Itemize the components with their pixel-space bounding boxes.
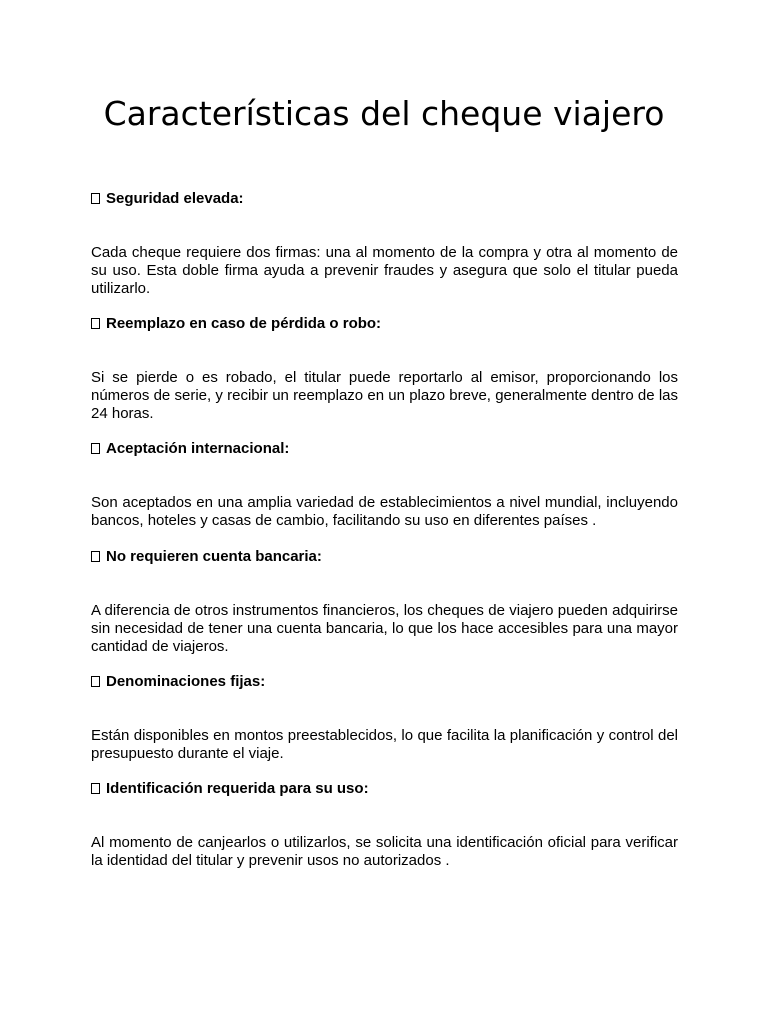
section-heading <box>91 780 678 798</box>
section-heading <box>91 673 678 691</box>
section-denominaciones <box>91 673 678 763</box>
section-cuenta-bancaria <box>91 548 678 656</box>
section-reemplazo <box>91 315 678 423</box>
section-seguridad <box>91 190 678 298</box>
section-aceptacion <box>91 440 678 530</box>
section-identificacion <box>91 780 678 870</box>
section-heading <box>91 190 678 208</box>
section-body: Están disponibles en montos preestablecidos, lo que facilita la planificación y control del presupuesto durante el viaje. <box>91 727 678 762</box>
section-heading-text: Denominaciones fijas: <box>106 673 266 690</box>
section-heading-text: Seguridad elevada: <box>106 190 244 207</box>
box-bullet-icon <box>91 783 100 794</box>
section-heading-text: Aceptación internacional: <box>106 440 290 457</box>
section-heading <box>91 440 678 458</box>
section-body: Son aceptados en una amplia variedad de establecimientos a nivel mundial, incluyendo bancos, hoteles y casas de cambio, facilitando su uso en diferentes países . <box>91 494 678 529</box>
section-body: A diferencia de otros instrumentos financieros, los cheques de viajero pueden adquirirse sin necesidad de tener una cuenta bancaria, lo que los hace accesibles para una mayor cantidad de viajeros. <box>91 602 678 655</box>
section-body: Al momento de canjearlos o utilizarlos, se solicita una identificación oficial para verificar la identidad del titular y prevenir usos no autorizados . <box>91 834 678 869</box>
section-body: Si se pierde o es robado, el titular puede reportarlo al emisor, proporcionando los números de serie, y recibir un reemplazo en un plazo breve, generalmente dentro de las 24 horas. <box>91 369 678 422</box>
section-heading-text: Identificación requerida para su uso: <box>106 780 369 797</box>
box-bullet-icon <box>91 551 100 562</box>
section-body: Cada cheque requiere dos firmas: una al momento de la compra y otra al momento de su uso. Esta doble firma ayuda a prevenir fraudes y asegura que solo el titular pueda utilizarlo. <box>91 244 678 297</box>
box-bullet-icon <box>91 676 100 687</box>
section-heading-text: Reemplazo en caso de pérdida o robo: <box>106 315 382 332</box>
box-bullet-icon <box>91 443 100 454</box>
section-heading <box>91 315 678 333</box>
box-bullet-icon <box>91 193 100 204</box>
section-heading-text: No requieren cuenta bancaria: <box>106 548 322 565</box>
box-bullet-icon <box>91 318 100 329</box>
section-heading <box>91 548 678 566</box>
page-title: Características del cheque viajero <box>103 94 665 133</box>
